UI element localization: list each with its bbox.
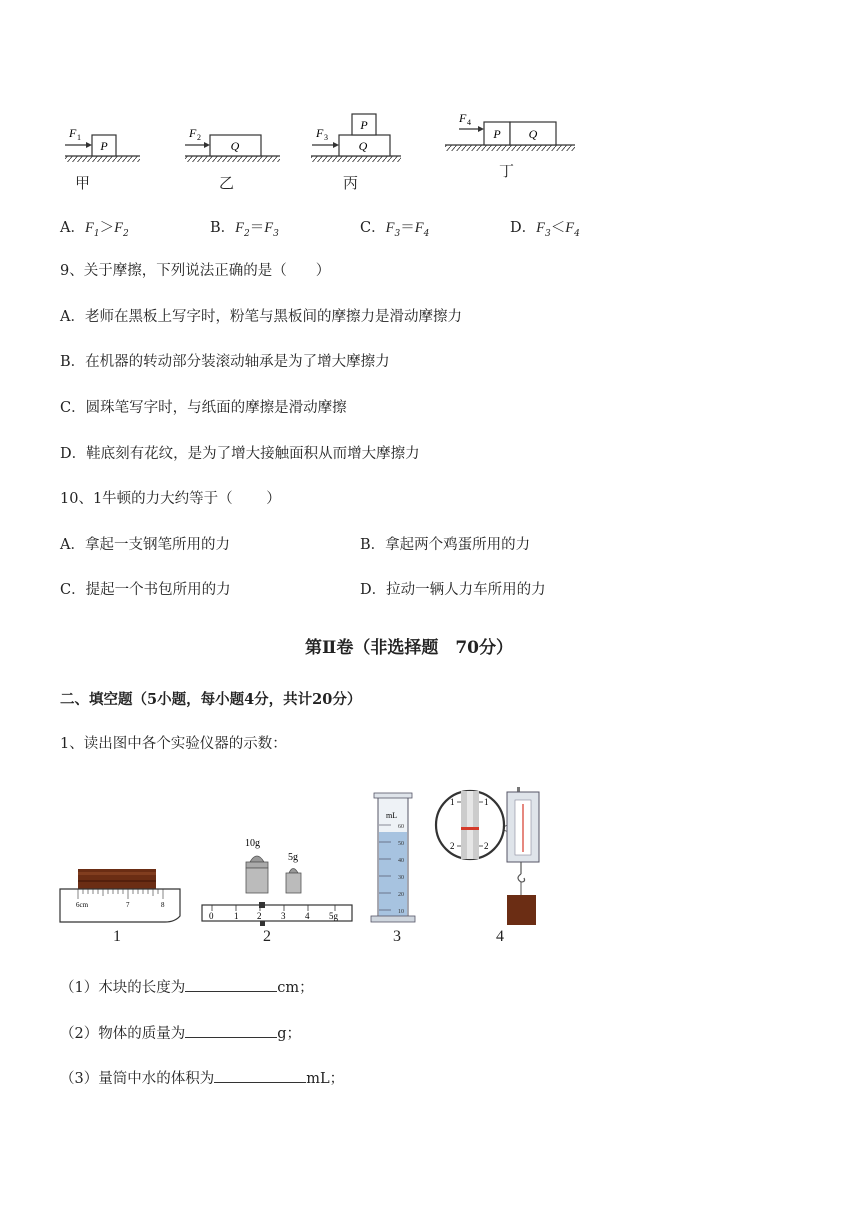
svg-text:Q: Q — [230, 139, 240, 153]
instrument-number-4: 4 — [496, 928, 504, 945]
blank-1-prefix: （1）木块的长度为 — [60, 980, 186, 996]
svg-text:4: 4 — [467, 118, 471, 127]
q9-option-c: C．圆珠笔写字时，与纸面的摩擦是滑动摩擦 — [60, 400, 347, 416]
svg-text:10: 10 — [398, 909, 404, 915]
diagram-yi — [185, 126, 280, 162]
spring-scale — [436, 787, 539, 925]
balance-with-weights — [202, 838, 352, 926]
blank-1 — [60, 976, 314, 998]
graduated-cylinder — [371, 793, 415, 922]
svg-text:2: 2 — [484, 841, 489, 851]
weight-10g — [246, 868, 268, 893]
svg-text:F: F — [69, 126, 77, 140]
svg-text:F: F — [316, 126, 324, 140]
q10-option-a: A．拿起一支钢笔所用的力 — [60, 537, 230, 553]
instrument-number-1: 1 — [113, 928, 121, 945]
q8-option-a: A．$F_1>F_2$ — [60, 220, 129, 239]
svg-text:P: P — [493, 127, 501, 141]
part-heading: 二、填空题（5小题，每小题4分，共计20分） — [60, 691, 362, 708]
q8-option-b: B．$F_2=F_3$ — [210, 220, 279, 239]
diagram-ding — [445, 111, 575, 151]
ruler-tick-label: 7 — [126, 901, 130, 909]
ruler-with-block — [60, 869, 180, 922]
svg-text:1: 1 — [234, 911, 239, 921]
svg-text:2: 2 — [197, 133, 201, 142]
diagram-jia — [65, 126, 140, 162]
q9-option-d: D．鞋底刻有花纹，是为了增大接触面积从而增大摩擦力 — [60, 446, 420, 462]
svg-text:5g: 5g — [329, 911, 338, 921]
instrument-number-3: 3 — [393, 928, 401, 945]
q9-option-a: A．老师在黑板上写字时，粉笔与黑板间的摩擦力是滑动摩擦力 — [60, 309, 462, 325]
label-ding: 丁 — [499, 162, 515, 180]
svg-text:mL: mL — [386, 811, 398, 820]
svg-text:1: 1 — [450, 797, 455, 807]
svg-text:50: 50 — [398, 841, 404, 847]
svg-text:4: 4 — [305, 911, 310, 921]
answer-blank[interactable] — [214, 1067, 306, 1083]
svg-text:30: 30 — [398, 875, 404, 881]
label-yi: 乙 — [219, 174, 235, 192]
ruler-tick-label: 6cm — [76, 901, 89, 909]
answer-blank[interactable] — [185, 1022, 277, 1038]
svg-text:F: F — [459, 111, 467, 125]
q9-option-b: B．在机器的转动部分装滚动轴承是为了增大摩擦力 — [60, 354, 390, 370]
blank-1-suffix: cm； — [277, 980, 314, 996]
pointer — [461, 827, 479, 830]
section-title: 第Ⅱ卷（非选择题 70分） — [305, 638, 513, 658]
q10-option-c: C．提起一个书包所用的力 — [60, 582, 231, 598]
q9-stem: 9、关于摩擦，下列说法正确的是（ ） — [60, 263, 331, 279]
svg-text:3: 3 — [281, 911, 286, 921]
q8-option-c: C．$F_3=F_4$ — [360, 220, 430, 239]
blank-3 — [60, 1067, 344, 1089]
hanging-block — [507, 895, 536, 925]
q10-option-b: B．拿起两个鸡蛋所用的力 — [360, 537, 531, 553]
blank-2 — [60, 1022, 301, 1044]
rider — [259, 902, 265, 908]
blank-2-suffix: g； — [277, 1026, 302, 1042]
diagram-bing — [311, 114, 401, 162]
fill1-stem: 1、读出图中各个实验仪器的示数： — [60, 736, 287, 752]
svg-text:P: P — [100, 139, 108, 153]
svg-text:20: 20 — [398, 892, 404, 898]
svg-text:40: 40 — [398, 858, 404, 864]
svg-text:1: 1 — [77, 133, 81, 142]
svg-text:P: P — [360, 118, 368, 132]
svg-text:0: 0 — [209, 911, 214, 921]
weight-5g — [286, 873, 301, 893]
svg-text:2: 2 — [450, 841, 455, 851]
friction-figure — [55, 105, 595, 200]
label-jia: 甲 — [75, 174, 91, 192]
q10-option-d: D．拉动一辆人力车所用的力 — [360, 582, 546, 598]
instruments-figure — [45, 778, 565, 948]
svg-text:1: 1 — [484, 797, 489, 807]
answer-blank[interactable] — [185, 976, 277, 992]
blank-3-suffix: mL； — [306, 1071, 345, 1087]
label-bing: 丙 — [343, 174, 359, 192]
q10-stem: 10、1牛顿的力大约等于（ ） — [60, 491, 281, 507]
svg-text:5g: 5g — [288, 852, 298, 863]
instrument-number-2: 2 — [263, 928, 271, 945]
svg-text:F: F — [189, 126, 197, 140]
svg-text:Q: Q — [528, 127, 538, 141]
svg-text:3: 3 — [324, 133, 328, 142]
ruler-tick-label: 8 — [161, 901, 165, 909]
svg-text:10g: 10g — [245, 838, 260, 849]
svg-text:2: 2 — [257, 911, 262, 921]
svg-text:60: 60 — [398, 824, 404, 830]
blank-3-prefix: （3）量筒中水的体积为 — [60, 1071, 215, 1087]
blank-2-prefix: （2）物体的质量为 — [60, 1026, 186, 1042]
svg-text:Q: Q — [358, 139, 368, 153]
q8-option-d: D．$F_3<F_4$ — [510, 220, 580, 239]
